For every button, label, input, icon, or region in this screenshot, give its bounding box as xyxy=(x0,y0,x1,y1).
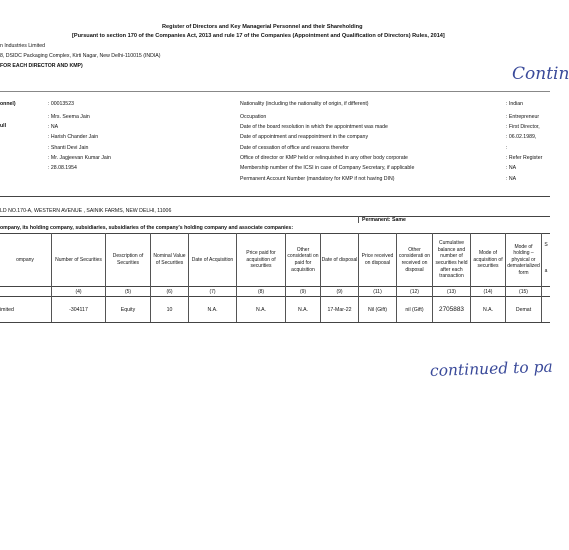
label-din: onnel) xyxy=(0,101,16,107)
column-number: (4) xyxy=(75,289,82,295)
cell-date-of-acquisition: N.A. xyxy=(207,307,218,313)
label-pan: Permanent Account Number (mandatory for KMP if not having DIN) xyxy=(240,176,395,182)
column-number: (14) xyxy=(483,289,493,295)
table-bottom-rule xyxy=(0,322,550,323)
label-cessation-date: Date of cessation of office and reasons therefor xyxy=(240,145,349,151)
label-other-office: Office of director or KMP held or relinquished in any other body corporate xyxy=(240,155,408,161)
value-dob: : 28.08.1954 xyxy=(48,165,77,171)
cell-other-consideration-received: nil (Gift) xyxy=(405,307,424,313)
header-date-of-disposal: Date of disposal xyxy=(321,256,358,263)
value-nationality: : Indian xyxy=(506,101,524,107)
cell-company: imited xyxy=(0,307,14,313)
cell-description: Equity xyxy=(120,307,136,313)
value-occupation: : Entrepreneur xyxy=(506,114,540,120)
cell-nominal-value: 10 xyxy=(166,307,173,313)
details-top-rule xyxy=(0,91,550,92)
handwritten-continued-top: Contin xyxy=(512,64,569,84)
value-appointment-date: : 06.02.1989, xyxy=(506,134,537,140)
value-father-name: : Harish Chander Jain xyxy=(48,134,99,140)
register-subtitle: [Pursuant to section 170 of the Companies Act, 2013 and rule 17 of the Companies (Appointment and Qualification of Directors) Rules, 2014] xyxy=(72,33,445,39)
value-spouse-name: : Mr. Jagjeevan Kumar Jain xyxy=(48,155,111,161)
header-other-consideration-paid: Other considerati on paid for acquisition xyxy=(287,246,319,273)
section-heading: FOR EACH DIRECTOR AND KMP) xyxy=(0,63,83,69)
label-board-resolution-date: Date of the board resolution in which the appointment was made xyxy=(240,124,388,130)
permanent-divider xyxy=(358,216,359,223)
header-price-received: Price received on disposal xyxy=(361,253,394,266)
cell-price-paid: N.A. xyxy=(255,307,267,313)
header-mode-of-acquisition: Mode of acquisition of securities xyxy=(473,250,503,270)
label-occupation: Occupation xyxy=(240,114,267,120)
value-cessation-date: : xyxy=(506,145,508,151)
column-number: (5) xyxy=(124,289,132,295)
value-din: : 00013523 xyxy=(48,101,74,107)
header-truncated-column-fragment: a xyxy=(544,267,548,274)
header-cumulative-balance: Cumulative balance and number of securities held after each transaction xyxy=(435,240,468,280)
header-description: Description of Securities xyxy=(112,253,144,266)
table-header-rule xyxy=(0,286,550,287)
header-truncated-column: S xyxy=(544,242,548,248)
handwritten-continued-bottom: continued to pa xyxy=(429,357,554,380)
label-full-name: ull xyxy=(0,123,7,129)
table-caption: ompany, its holding company, subsidiaries, subsidiaries of the company's holding company and associate companies: xyxy=(0,225,294,231)
header-other-consideration-received: Other considerati on received on disposal xyxy=(398,246,431,273)
register-title: Register of Directors and Key Managerial Personnel and their Shareholding xyxy=(162,24,363,30)
value-former-name: : NA xyxy=(48,124,59,130)
table-number-rule xyxy=(0,296,550,297)
cell-price-received: Nil (Gift) xyxy=(367,307,388,313)
column-number: (9) xyxy=(336,289,343,295)
cell-number-of-securities: -304117 xyxy=(69,307,88,313)
column-number: (12) xyxy=(410,289,419,295)
permanent-address: Permanent: Same xyxy=(362,217,406,223)
column-number: (7) xyxy=(209,289,216,295)
column-number: (6) xyxy=(166,289,173,295)
value-mother-name: : Shanti Devi Jain xyxy=(48,145,89,151)
header-price-paid: Price paid for acquisition of securities xyxy=(246,250,276,270)
header-mode-of-holding: Mode of holding – physical or dematerialized form xyxy=(507,243,540,276)
label-nationality: Nationality (including the nationality of origin, if different) xyxy=(240,101,369,107)
value-other-office: : Refer Register xyxy=(506,155,543,161)
value-board-resolution-date: : First Director, xyxy=(506,124,540,130)
label-icsi-membership: Membership number of the ICSI in case of Company Secretary, if applicable xyxy=(240,165,415,171)
value-icsi-membership: : NA xyxy=(506,165,517,171)
column-number: (15) xyxy=(519,289,528,295)
column-number: (11) xyxy=(373,289,382,295)
value-pan: : NA xyxy=(506,176,517,182)
company-address: 8, DSIDC Packaging Complex, Kirti Nagar, New Delhi-110015 (INDIA) xyxy=(0,53,161,59)
residential-address: LD NO.170-A, WESTERN AVENUE , SAINIK FARMS, NEW DELHI, 11006 xyxy=(0,208,172,214)
header-date-of-acquisition: Date of Acquisition xyxy=(191,256,234,263)
cell-date-of-disposal: 17-Mar-22 xyxy=(327,307,352,313)
column-number: (8) xyxy=(257,289,265,295)
value-name: : Mrs. Seema Jain xyxy=(48,114,90,120)
cell-mode-of-holding: Demat xyxy=(515,307,532,313)
cell-other-consideration-paid: N.A. xyxy=(297,307,309,313)
label-appointment-date: Date of appointment and reappointment in the company xyxy=(240,134,369,140)
header-number-of-securities: Number of Securities xyxy=(55,256,102,263)
address-bottom-rule xyxy=(0,216,550,217)
column-number: (13) xyxy=(447,289,456,295)
header-company: ompany xyxy=(16,256,34,263)
address-top-rule xyxy=(0,196,550,197)
company-name: n Industries Limited xyxy=(0,43,45,49)
header-nominal-value: Nominal Value of Securities xyxy=(153,253,186,266)
cell-cumulative-balance: 2705883 xyxy=(439,306,464,313)
column-number: (9) xyxy=(299,289,307,295)
cell-mode-of-acquisition: N.A. xyxy=(482,307,494,313)
